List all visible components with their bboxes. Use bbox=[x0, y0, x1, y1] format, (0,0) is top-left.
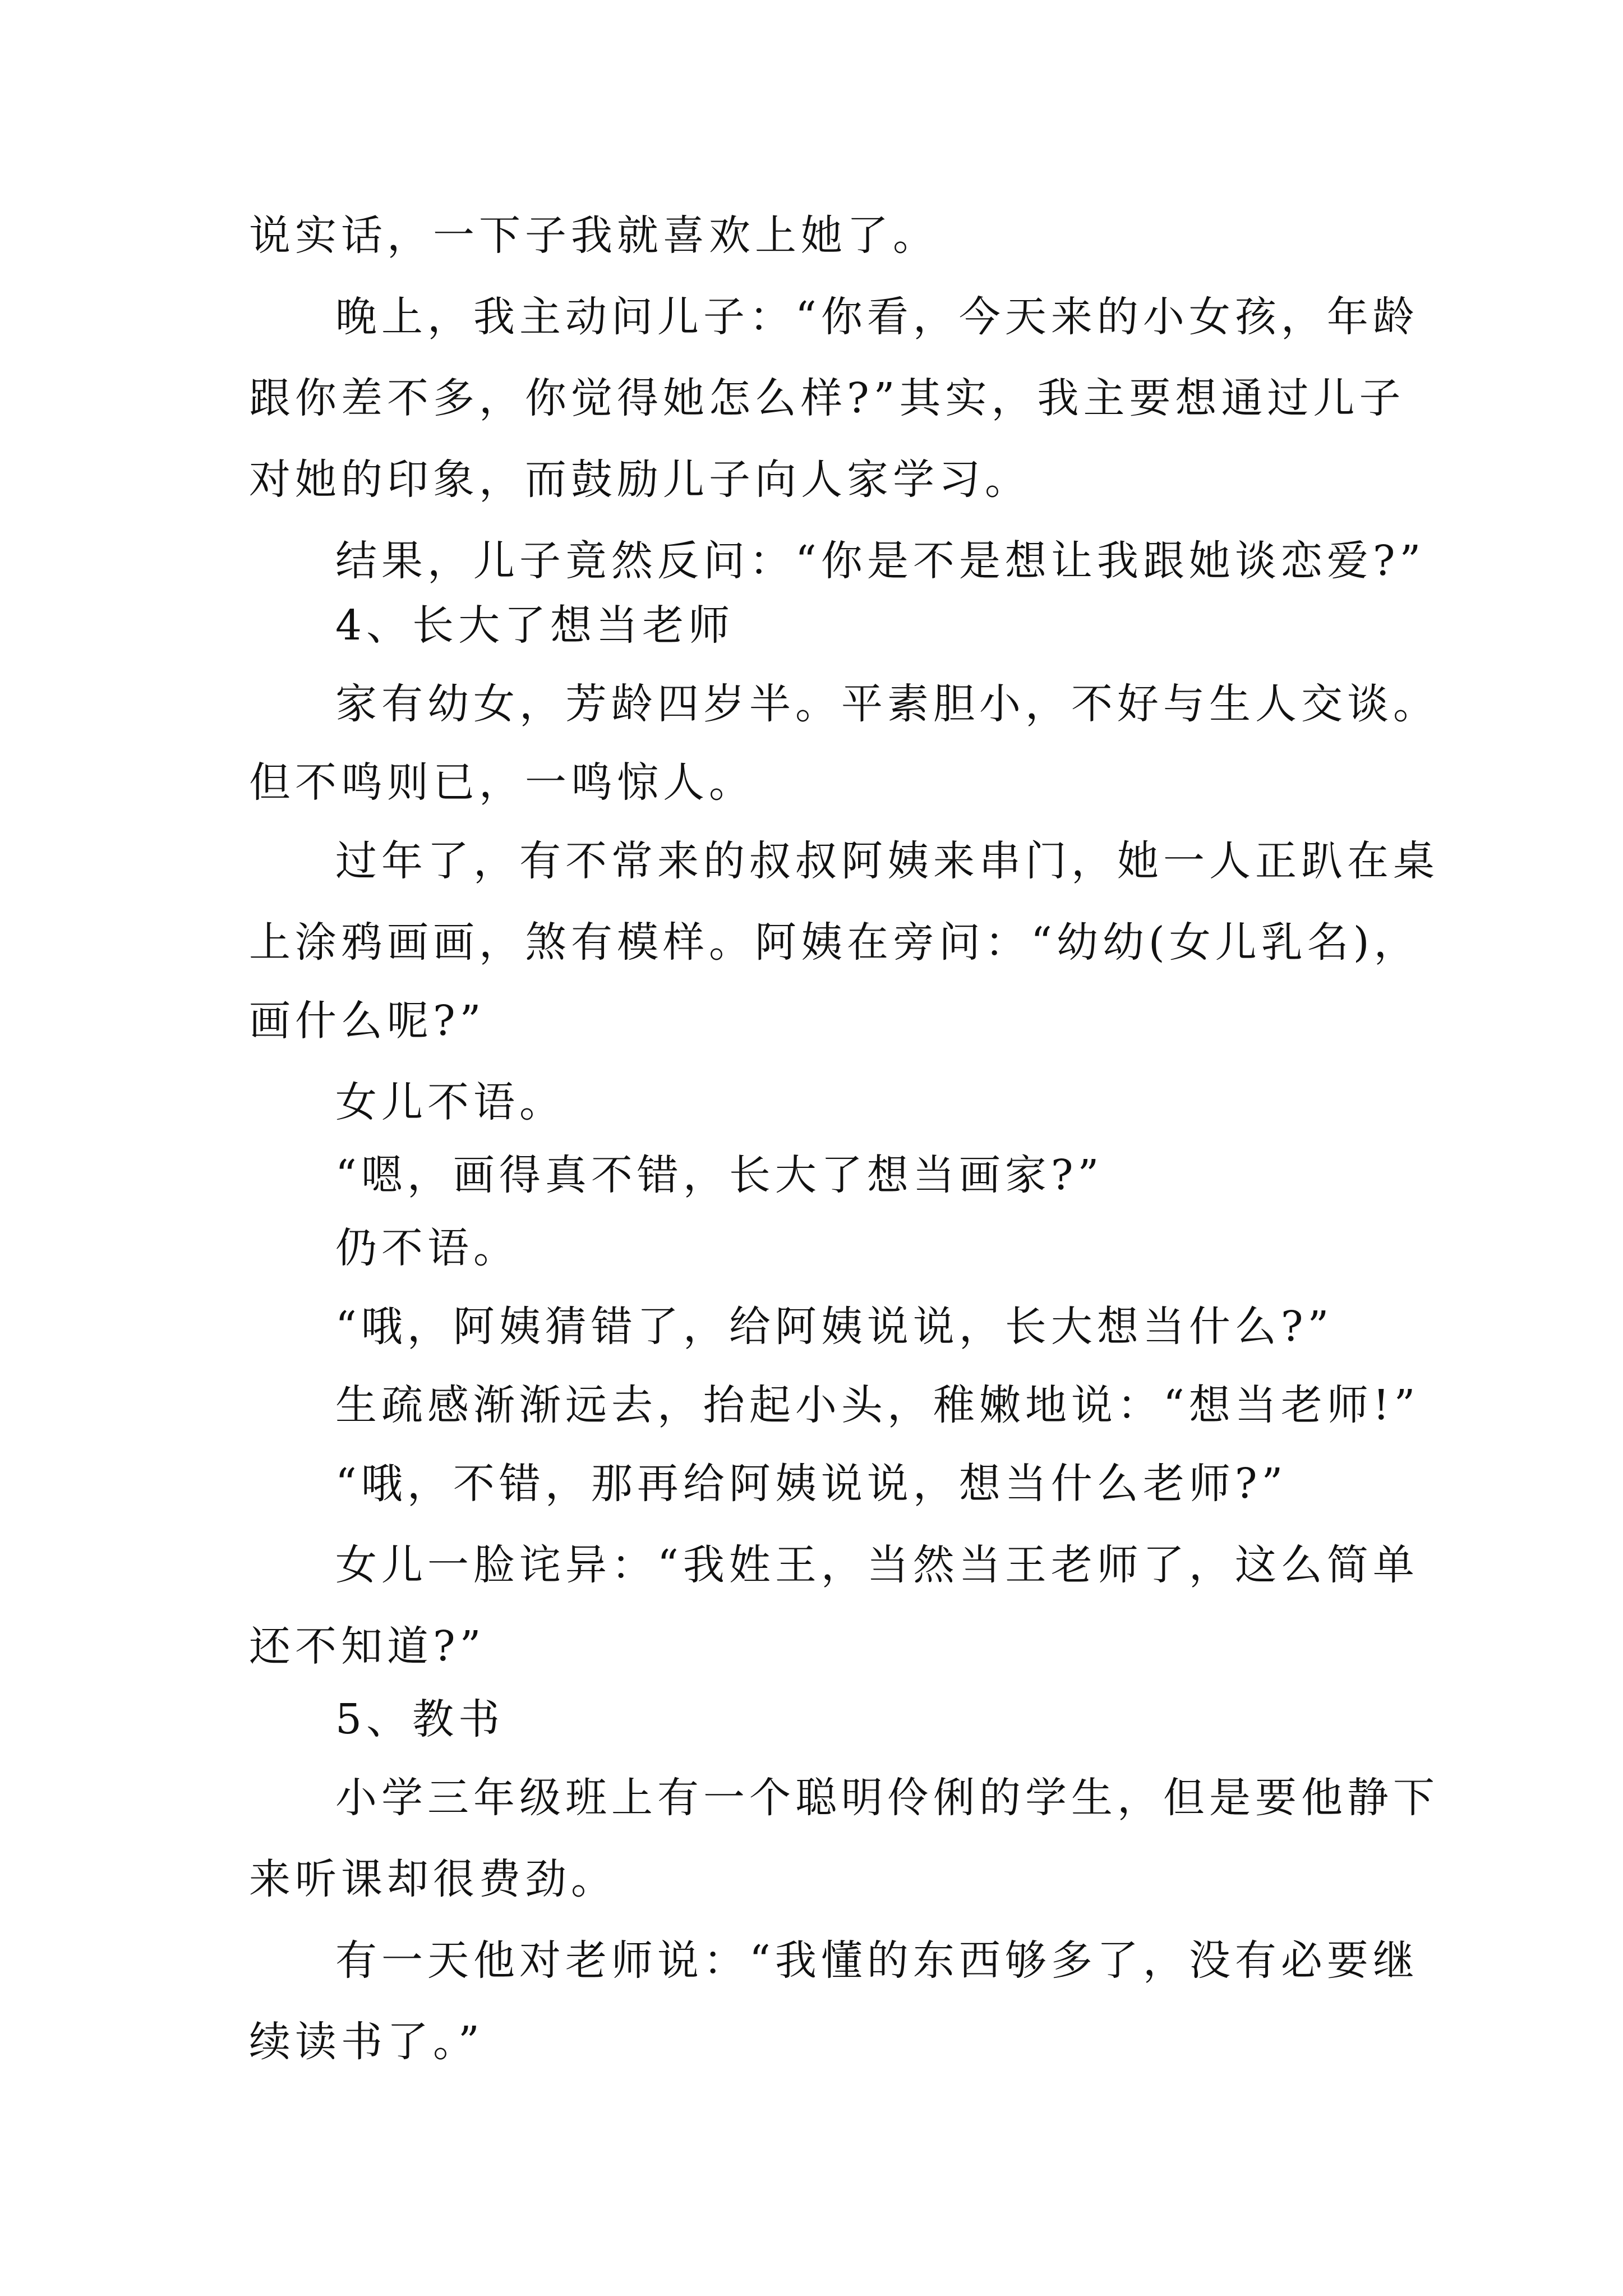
paragraph-line: 来听课却很费劲。 bbox=[249, 1855, 617, 1903]
paragraph-line: 家有幼女，芳龄四岁半。平素胆小，不好与生人交谈。 bbox=[335, 680, 1439, 728]
paragraph-line: “哦，阿姨猜错了，给阿姨说说，长大想当什么?” bbox=[335, 1303, 1334, 1351]
paragraph-line: 还不知道?” bbox=[249, 1622, 486, 1671]
paragraph-line: 生疏感渐渐远去，抬起小头，稚嫩地说：“想当老师!” bbox=[335, 1381, 1420, 1429]
paragraph-line: 晚上，我主动问儿子：“你看，今天来的小女孩，年龄 bbox=[335, 293, 1419, 341]
paragraph-line: 小学三年级班上有一个聪明伶俐的学生，但是要他静下 bbox=[335, 1774, 1439, 1822]
paragraph-line: 过年了，有不常来的叔叔阿姨来串门，她一人正趴在桌 bbox=[335, 837, 1439, 885]
paragraph-line: 说实话，一下子我就喜欢上她了。 bbox=[249, 211, 939, 260]
paragraph-line: 上涂鸦画画，煞有模样。阿姨在旁问：“幼幼(女儿乳名)， bbox=[249, 918, 1420, 967]
paragraph-line: 有一天他对老师说：“我懂的东西够多了，没有必要继 bbox=[335, 1936, 1419, 1985]
paragraph-line: 跟你差不多，你觉得她怎么样?”其实，我主要想通过儿子 bbox=[249, 374, 1405, 422]
paragraph-line: “哦，不错，那再给阿姨说说，想当什么老师?” bbox=[335, 1460, 1288, 1508]
section-heading: 5、教书 bbox=[335, 1695, 505, 1743]
paragraph-line: 续读书了。” bbox=[249, 2018, 484, 2066]
paragraph-line: 女儿一脸诧异：“我姓王，当然当王老师了，这么简单 bbox=[335, 1541, 1419, 1589]
paragraph-line: 结果，儿子竟然反问：“你是不是想让我跟她谈恋爱?” bbox=[335, 537, 1426, 585]
paragraph-line: 画什么呢?” bbox=[249, 997, 486, 1045]
section-heading: 4、长大了想当老师 bbox=[335, 601, 735, 650]
paragraph-line: 对她的印象，而鼓励儿子向人家学习。 bbox=[249, 455, 1031, 504]
paragraph-line: 仍不语。 bbox=[335, 1224, 519, 1272]
paragraph-line: “嗯，画得真不错，长大了想当画家?” bbox=[335, 1151, 1104, 1199]
paragraph-line: 女儿不语。 bbox=[335, 1078, 565, 1126]
paragraph-line: 但不鸣则已，一鸣惊人。 bbox=[249, 758, 755, 807]
